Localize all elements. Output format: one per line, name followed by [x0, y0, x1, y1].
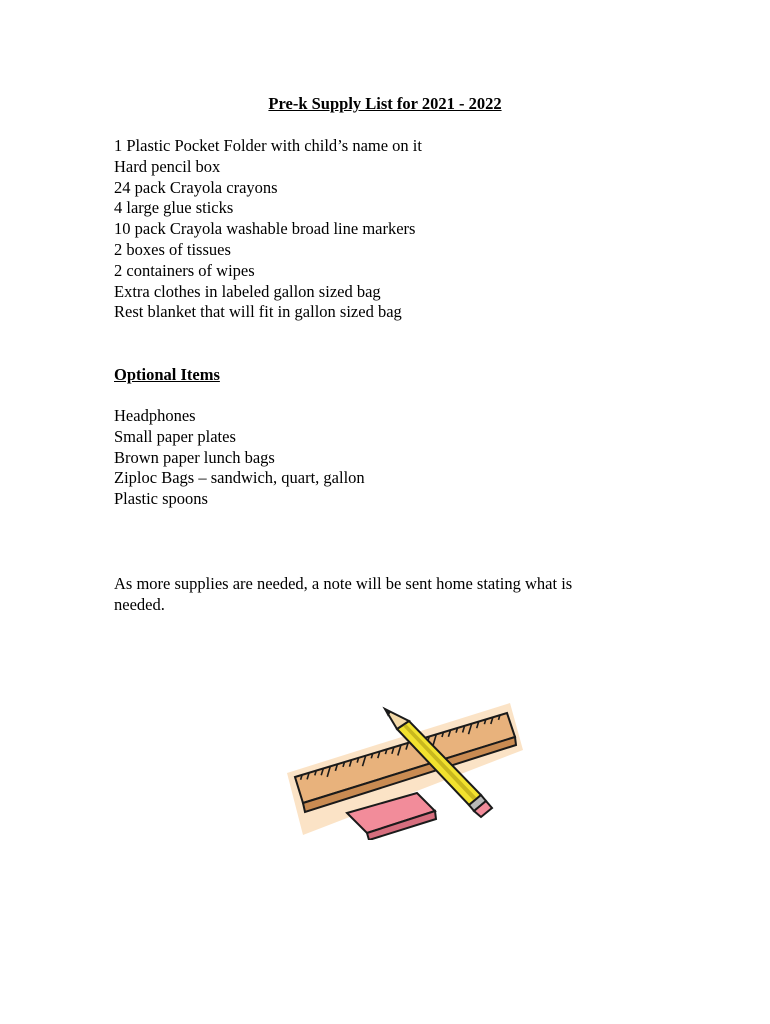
list-item: Extra clothes in labeled gallon sized bag: [114, 281, 381, 301]
ruler-pencil-eraser-icon: [285, 695, 525, 840]
optional-supply-list: [114, 406, 365, 510]
list-item: Hard pencil box: [114, 156, 221, 176]
required-supply-list: [114, 136, 422, 323]
supplies-note: As more supplies are needed, a note will be sent home stating what is needed.: [114, 574, 573, 614]
list-item: Brown paper lunch bags: [114, 447, 275, 467]
list-item: Plastic spoons: [114, 489, 208, 509]
list-item: Small paper plates: [114, 426, 236, 446]
list-item: Headphones: [114, 406, 196, 425]
list-item: 2 boxes of tissues: [114, 239, 231, 259]
list-item: 4 large glue sticks: [114, 198, 234, 218]
list-item: 10 pack Crayola washable broad line markers: [114, 219, 416, 239]
optional-items-heading: Optional Items: [114, 365, 220, 384]
list-item: Rest blanket that will fit in gallon sized bag: [114, 302, 402, 322]
list-item: 24 pack Crayola crayons: [114, 177, 278, 197]
page-title: Pre-k Supply List for 2021 - 2022: [268, 94, 502, 113]
list-item: 2 containers of wipes: [114, 260, 255, 280]
list-item: Ziploc Bags – sandwich, quart, gallon: [114, 468, 365, 488]
list-item: 1 Plastic Pocket Folder with child’s name on it: [114, 136, 422, 155]
